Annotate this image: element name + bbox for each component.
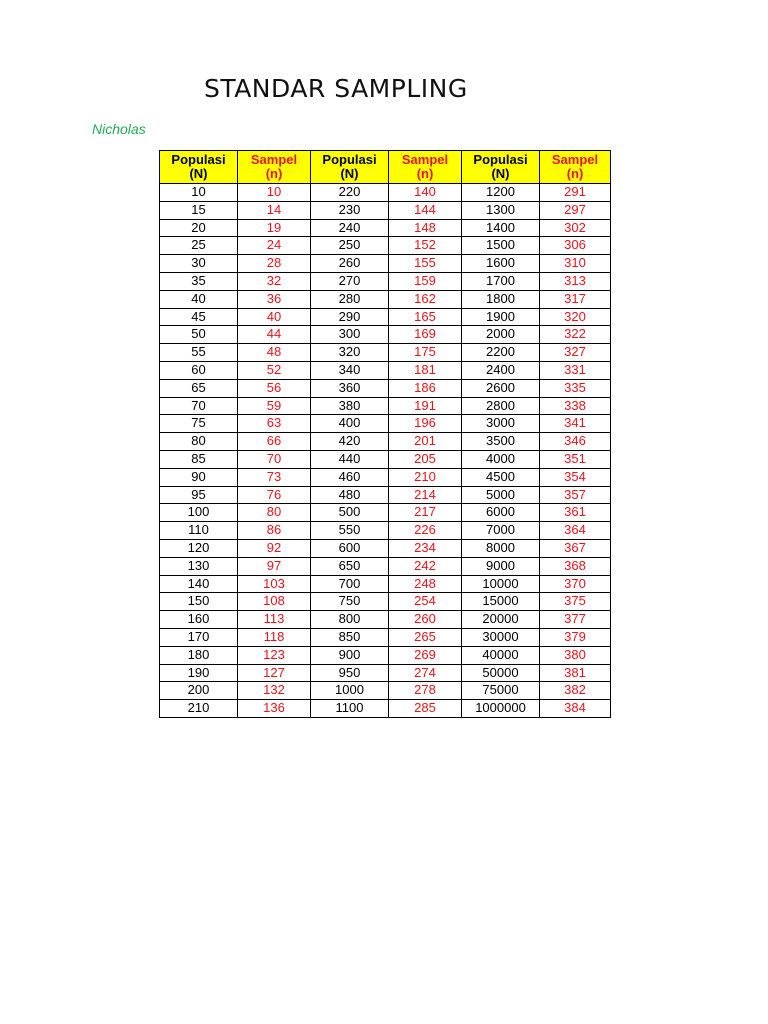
sampel-cell: 76: [238, 486, 311, 504]
sampel-cell: 291: [540, 184, 611, 202]
populasi-cell: 240: [311, 219, 389, 237]
sampel-cell: 382: [540, 682, 611, 700]
sampel-cell: 165: [389, 308, 462, 326]
table-row: [160, 522, 611, 540]
header-label: Sampel: [401, 152, 449, 167]
table-row: [160, 486, 611, 504]
sampel-cell: 127: [238, 664, 311, 682]
sampel-cell: 297: [540, 201, 611, 219]
populasi-cell: 1000000: [462, 700, 540, 718]
sampel-cell: 140: [389, 184, 462, 202]
header-sampel: [389, 151, 462, 184]
sampel-cell: 162: [389, 290, 462, 308]
sampel-cell: 234: [389, 539, 462, 557]
populasi-cell: 9000: [462, 557, 540, 575]
populasi-cell: 75000: [462, 682, 540, 700]
populasi-cell: 550: [311, 522, 389, 540]
table-row: [160, 611, 611, 629]
populasi-cell: 15000: [462, 593, 540, 611]
populasi-cell: 270: [311, 272, 389, 290]
populasi-cell: 380: [311, 397, 389, 415]
header-label: Sampel: [250, 152, 298, 167]
header-populasi: [311, 151, 389, 184]
sampel-cell: 341: [540, 415, 611, 433]
sampel-cell: 384: [540, 700, 611, 718]
sampel-cell: 175: [389, 344, 462, 362]
populasi-cell: 420: [311, 433, 389, 451]
populasi-cell: 10000: [462, 575, 540, 593]
populasi-cell: 600: [311, 539, 389, 557]
populasi-cell: 3000: [462, 415, 540, 433]
header-unit: (n): [416, 166, 434, 181]
sampel-cell: 265: [389, 628, 462, 646]
table-row: [160, 628, 611, 646]
table-row: [160, 219, 611, 237]
sampel-cell: 181: [389, 361, 462, 379]
sampel-cell: 201: [389, 433, 462, 451]
sampel-cell: 19: [238, 219, 311, 237]
populasi-cell: 1900: [462, 308, 540, 326]
table-row: [160, 290, 611, 308]
table-row: [160, 415, 611, 433]
sampel-cell: 375: [540, 593, 611, 611]
table-row: [160, 397, 611, 415]
populasi-cell: 40000: [462, 646, 540, 664]
populasi-cell: 300: [311, 326, 389, 344]
sampel-cell: 159: [389, 272, 462, 290]
populasi-cell: 280: [311, 290, 389, 308]
sampel-cell: 331: [540, 361, 611, 379]
populasi-cell: 25: [160, 237, 238, 255]
populasi-cell: 210: [160, 700, 238, 718]
populasi-cell: 3500: [462, 433, 540, 451]
header-unit: (n): [566, 166, 584, 181]
table-row: [160, 361, 611, 379]
populasi-cell: 250: [311, 237, 389, 255]
table-row: [160, 593, 611, 611]
sampel-cell: 155: [389, 255, 462, 273]
populasi-cell: 200: [160, 682, 238, 700]
header-unit: (N): [189, 166, 208, 181]
populasi-cell: 1300: [462, 201, 540, 219]
populasi-cell: 60: [160, 361, 238, 379]
sampel-cell: 338: [540, 397, 611, 415]
header-label: Populasi: [473, 152, 528, 167]
sampel-cell: 24: [238, 237, 311, 255]
sampel-cell: 36: [238, 290, 311, 308]
sampel-cell: 14: [238, 201, 311, 219]
sampel-cell: 118: [238, 628, 311, 646]
populasi-cell: 8000: [462, 539, 540, 557]
populasi-cell: 50000: [462, 664, 540, 682]
populasi-cell: 6000: [462, 504, 540, 522]
populasi-cell: 460: [311, 468, 389, 486]
populasi-cell: 30: [160, 255, 238, 273]
table-row: [160, 237, 611, 255]
sampel-cell: 379: [540, 628, 611, 646]
sampel-cell: 254: [389, 593, 462, 611]
populasi-cell: 2800: [462, 397, 540, 415]
sampel-cell: 242: [389, 557, 462, 575]
sampel-cell: 327: [540, 344, 611, 362]
sampel-cell: 278: [389, 682, 462, 700]
sampel-cell: 186: [389, 379, 462, 397]
populasi-cell: 500: [311, 504, 389, 522]
sampel-cell: 40: [238, 308, 311, 326]
populasi-cell: 400: [311, 415, 389, 433]
header-unit: (N): [491, 166, 510, 181]
populasi-cell: 1500: [462, 237, 540, 255]
table-row: [160, 308, 611, 326]
table-row: [160, 450, 611, 468]
table-row: [160, 539, 611, 557]
populasi-cell: 2000: [462, 326, 540, 344]
sampel-cell: 66: [238, 433, 311, 451]
populasi-cell: 360: [311, 379, 389, 397]
populasi-cell: 20000: [462, 611, 540, 629]
populasi-cell: 45: [160, 308, 238, 326]
populasi-cell: 10: [160, 184, 238, 202]
sampel-cell: 108: [238, 593, 311, 611]
sampel-cell: 260: [389, 611, 462, 629]
sampel-cell: 144: [389, 201, 462, 219]
table-row: [160, 700, 611, 718]
populasi-cell: 85: [160, 450, 238, 468]
populasi-cell: 290: [311, 308, 389, 326]
populasi-cell: 850: [311, 628, 389, 646]
sampel-cell: 367: [540, 539, 611, 557]
sampel-cell: 313: [540, 272, 611, 290]
sampel-cell: 205: [389, 450, 462, 468]
populasi-cell: 30000: [462, 628, 540, 646]
sampel-cell: 191: [389, 397, 462, 415]
table-row: [160, 201, 611, 219]
sampel-cell: 361: [540, 504, 611, 522]
sampel-cell: 210: [389, 468, 462, 486]
table-row: [160, 344, 611, 362]
table-row: [160, 575, 611, 593]
table-row: [160, 682, 611, 700]
sampel-cell: 80: [238, 504, 311, 522]
table-row: [160, 646, 611, 664]
populasi-cell: 950: [311, 664, 389, 682]
populasi-cell: 260: [311, 255, 389, 273]
populasi-cell: 190: [160, 664, 238, 682]
populasi-cell: 20: [160, 219, 238, 237]
sampel-cell: 86: [238, 522, 311, 540]
populasi-cell: 320: [311, 344, 389, 362]
table-row: [160, 468, 611, 486]
table-row: [160, 379, 611, 397]
populasi-cell: 120: [160, 539, 238, 557]
header-sampel: [540, 151, 611, 184]
sampel-cell: 322: [540, 326, 611, 344]
populasi-cell: 1700: [462, 272, 540, 290]
sampel-cell: 368: [540, 557, 611, 575]
table-header: [160, 151, 611, 184]
header-sampel: [238, 151, 311, 184]
sampel-cell: 97: [238, 557, 311, 575]
page-title: STANDAR SAMPLING: [204, 74, 468, 103]
table-row: [160, 557, 611, 575]
header-unit: (n): [265, 166, 283, 181]
sampel-cell: 317: [540, 290, 611, 308]
populasi-cell: 15: [160, 201, 238, 219]
sampel-cell: 169: [389, 326, 462, 344]
table-row: [160, 326, 611, 344]
header-label: Sampel: [551, 152, 599, 167]
populasi-cell: 110: [160, 522, 238, 540]
populasi-cell: 900: [311, 646, 389, 664]
table-body: [160, 184, 611, 718]
sampel-cell: 28: [238, 255, 311, 273]
sampel-cell: 285: [389, 700, 462, 718]
populasi-cell: 7000: [462, 522, 540, 540]
sampel-cell: 103: [238, 575, 311, 593]
populasi-cell: 4500: [462, 468, 540, 486]
populasi-cell: 440: [311, 450, 389, 468]
sampel-cell: 148: [389, 219, 462, 237]
sampel-cell: 92: [238, 539, 311, 557]
populasi-cell: 2600: [462, 379, 540, 397]
sampel-cell: 335: [540, 379, 611, 397]
populasi-cell: 1000: [311, 682, 389, 700]
populasi-cell: 75: [160, 415, 238, 433]
header-populasi: [160, 151, 238, 184]
populasi-cell: 150: [160, 593, 238, 611]
populasi-cell: 70: [160, 397, 238, 415]
populasi-cell: 2200: [462, 344, 540, 362]
sampel-cell: 377: [540, 611, 611, 629]
populasi-cell: 100: [160, 504, 238, 522]
populasi-cell: 140: [160, 575, 238, 593]
populasi-cell: 1400: [462, 219, 540, 237]
header-row: [160, 151, 611, 184]
sampling-table: [159, 150, 611, 718]
sampel-cell: 123: [238, 646, 311, 664]
sampel-cell: 59: [238, 397, 311, 415]
populasi-cell: 65: [160, 379, 238, 397]
sampel-cell: 269: [389, 646, 462, 664]
header-label: Populasi: [322, 152, 377, 167]
sampel-cell: 196: [389, 415, 462, 433]
populasi-cell: 480: [311, 486, 389, 504]
sampel-cell: 351: [540, 450, 611, 468]
sampel-cell: 274: [389, 664, 462, 682]
sampel-cell: 302: [540, 219, 611, 237]
sampel-cell: 32: [238, 272, 311, 290]
populasi-cell: 55: [160, 344, 238, 362]
sampel-cell: 48: [238, 344, 311, 362]
populasi-cell: 1200: [462, 184, 540, 202]
sampel-cell: 381: [540, 664, 611, 682]
populasi-cell: 2400: [462, 361, 540, 379]
sampel-cell: 226: [389, 522, 462, 540]
sampel-cell: 346: [540, 433, 611, 451]
populasi-cell: 95: [160, 486, 238, 504]
sampel-cell: 63: [238, 415, 311, 433]
sampel-cell: 214: [389, 486, 462, 504]
sampel-cell: 217: [389, 504, 462, 522]
sampel-cell: 10: [238, 184, 311, 202]
sampel-cell: 364: [540, 522, 611, 540]
sampel-cell: 56: [238, 379, 311, 397]
sampel-cell: 370: [540, 575, 611, 593]
populasi-cell: 1800: [462, 290, 540, 308]
header-populasi: [462, 151, 540, 184]
table-row: [160, 184, 611, 202]
populasi-cell: 1600: [462, 255, 540, 273]
sampel-cell: 52: [238, 361, 311, 379]
populasi-cell: 700: [311, 575, 389, 593]
populasi-cell: 180: [160, 646, 238, 664]
populasi-cell: 750: [311, 593, 389, 611]
populasi-cell: 650: [311, 557, 389, 575]
populasi-cell: 35: [160, 272, 238, 290]
author-name: Nicholas: [92, 121, 146, 137]
populasi-cell: 170: [160, 628, 238, 646]
table-row: [160, 664, 611, 682]
sampel-cell: 357: [540, 486, 611, 504]
sampel-cell: 70: [238, 450, 311, 468]
sampel-cell: 44: [238, 326, 311, 344]
sampel-cell: 136: [238, 700, 311, 718]
table-row: [160, 272, 611, 290]
sampel-cell: 152: [389, 237, 462, 255]
sampel-cell: 380: [540, 646, 611, 664]
populasi-cell: 1100: [311, 700, 389, 718]
populasi-cell: 40: [160, 290, 238, 308]
populasi-cell: 230: [311, 201, 389, 219]
populasi-cell: 130: [160, 557, 238, 575]
sampel-cell: 354: [540, 468, 611, 486]
table-row: [160, 504, 611, 522]
populasi-cell: 340: [311, 361, 389, 379]
populasi-cell: 5000: [462, 486, 540, 504]
sampel-cell: 310: [540, 255, 611, 273]
sampel-cell: 248: [389, 575, 462, 593]
sampel-cell: 73: [238, 468, 311, 486]
populasi-cell: 4000: [462, 450, 540, 468]
header-label: Populasi: [171, 152, 226, 167]
populasi-cell: 90: [160, 468, 238, 486]
header-unit: (N): [340, 166, 359, 181]
populasi-cell: 50: [160, 326, 238, 344]
populasi-cell: 220: [311, 184, 389, 202]
populasi-cell: 80: [160, 433, 238, 451]
sampel-cell: 306: [540, 237, 611, 255]
sampel-cell: 132: [238, 682, 311, 700]
table-row: [160, 433, 611, 451]
table-row: [160, 255, 611, 273]
sampel-cell: 320: [540, 308, 611, 326]
populasi-cell: 160: [160, 611, 238, 629]
sampel-cell: 113: [238, 611, 311, 629]
populasi-cell: 800: [311, 611, 389, 629]
